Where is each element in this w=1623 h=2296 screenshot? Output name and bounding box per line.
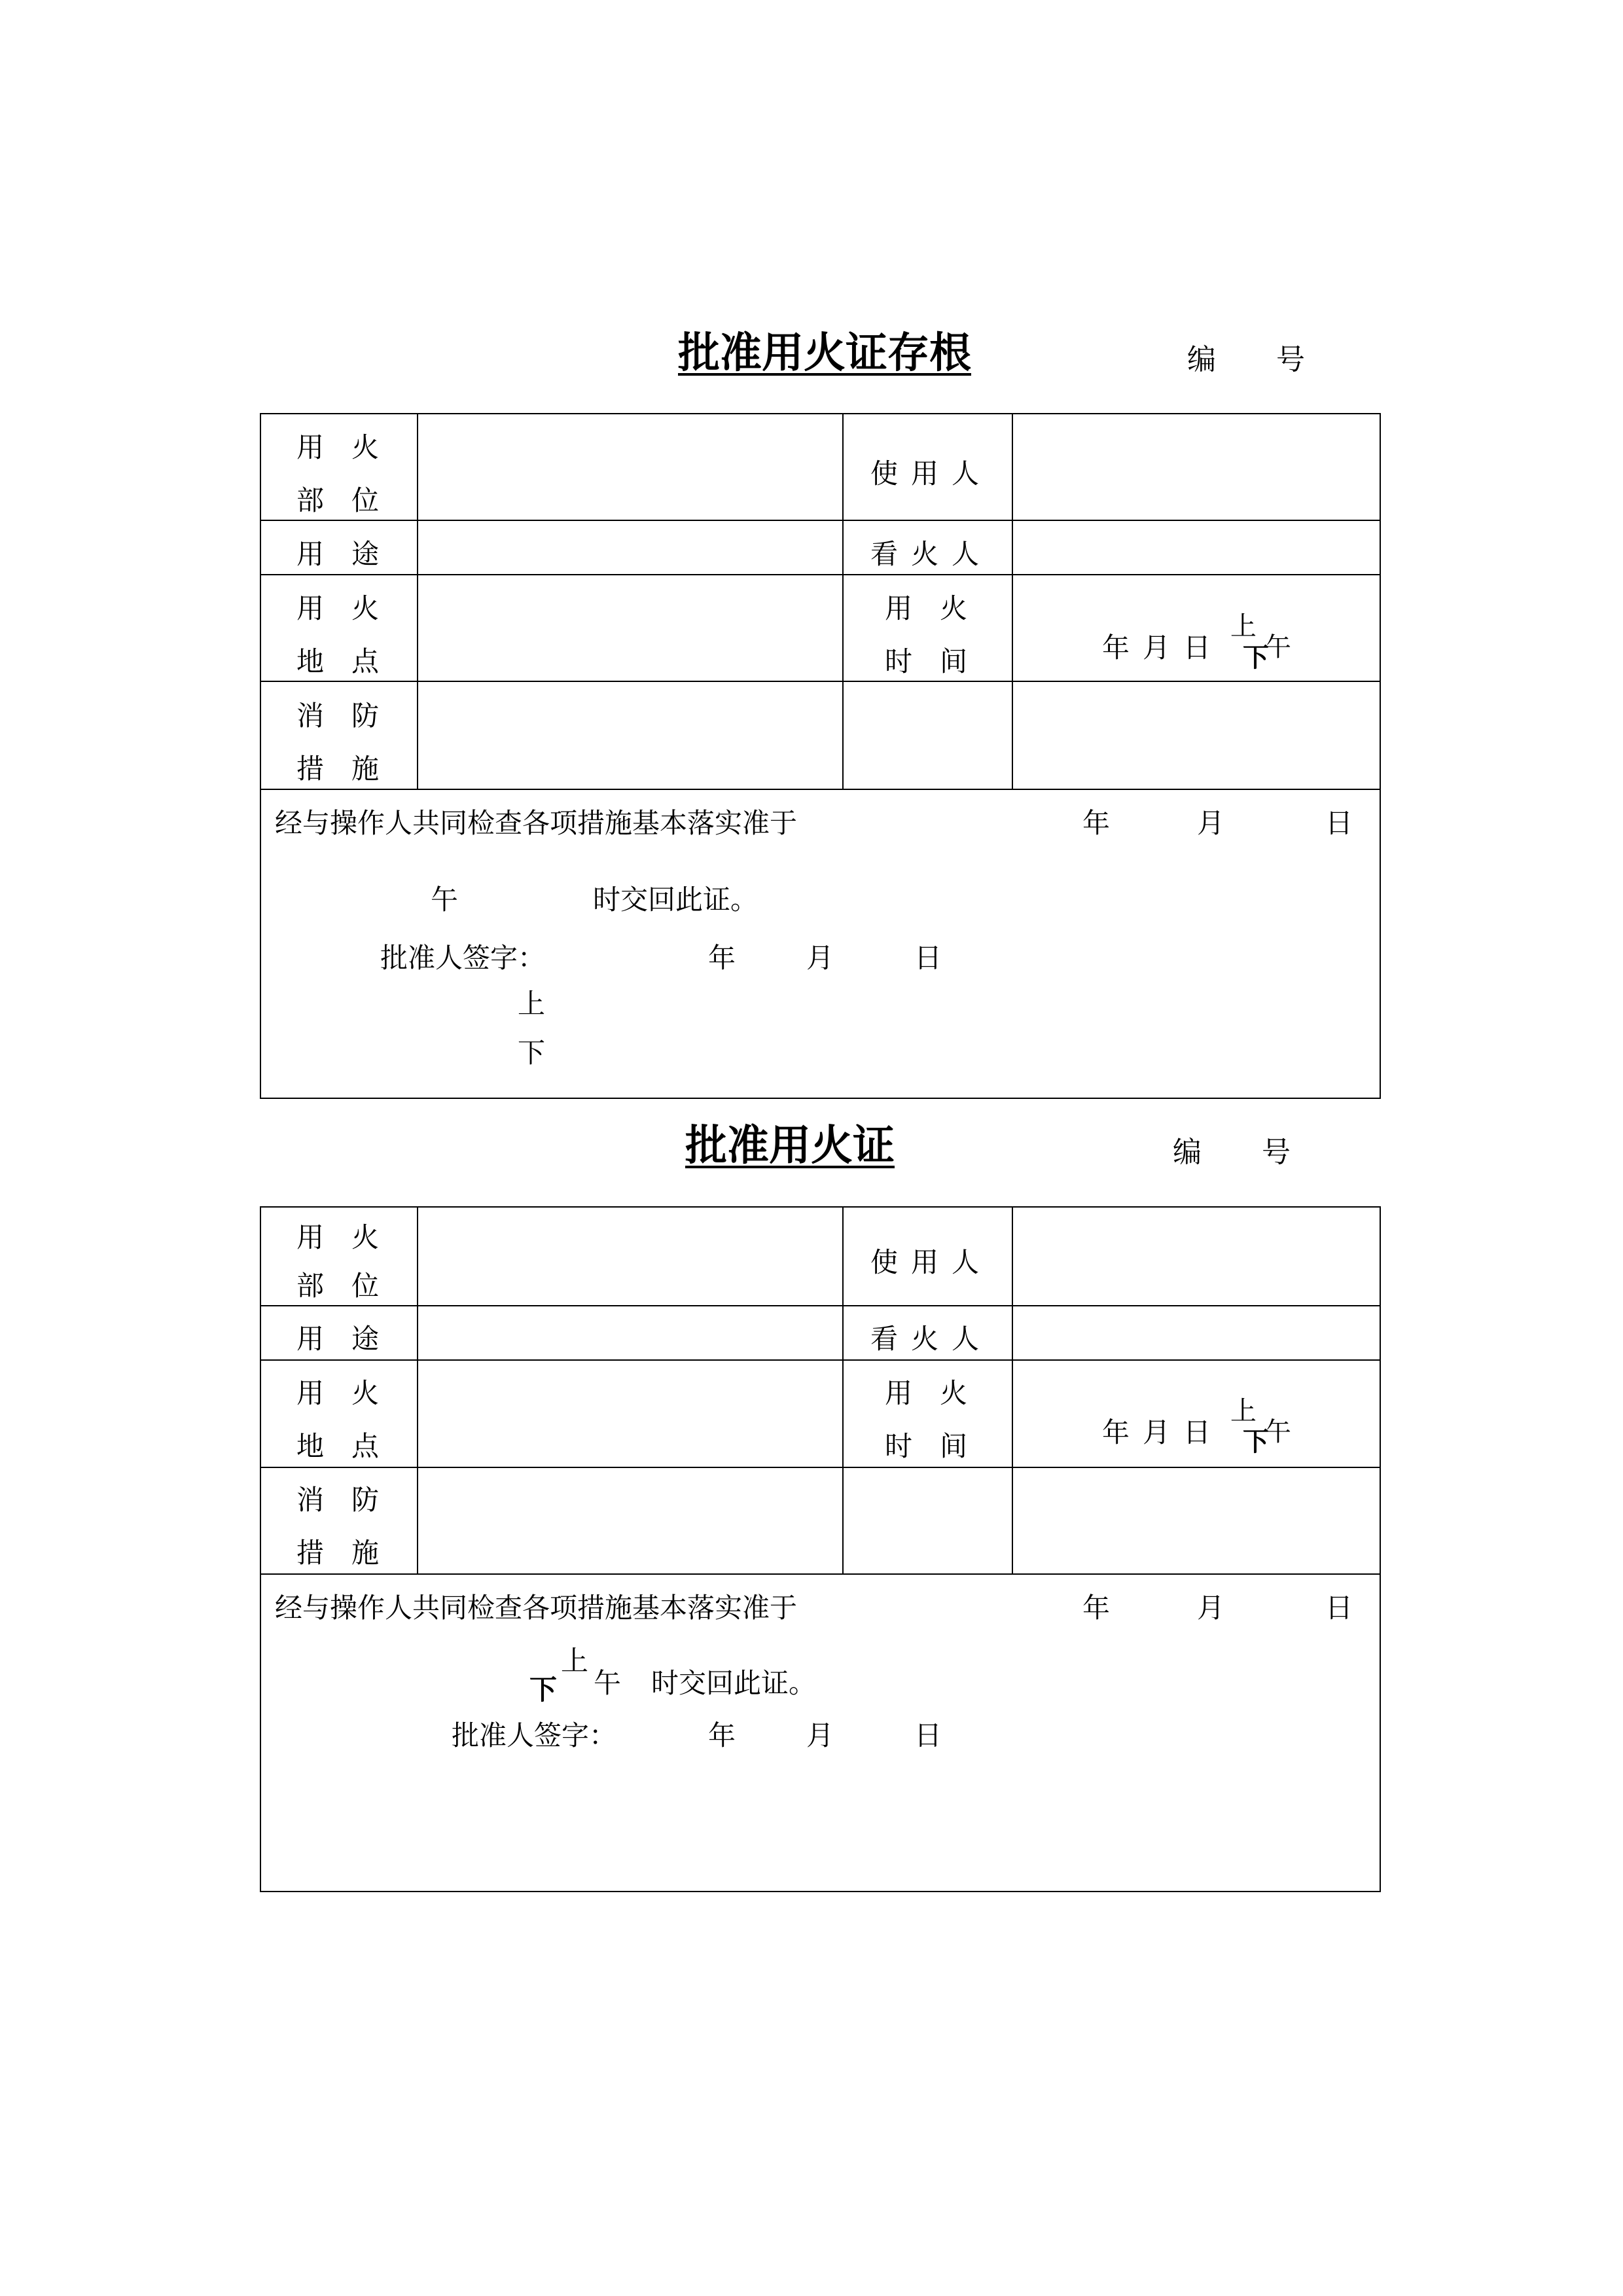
main-fire-location-label-1: 用火 xyxy=(296,1221,407,1253)
main-col-divider xyxy=(1012,1206,1013,1574)
main-fire-time-label-2: 时间 xyxy=(885,1430,995,1462)
stub-statement-day: 日 xyxy=(1325,807,1353,839)
main-fire-site-label-2: 地点 xyxy=(296,1430,407,1462)
main-fire-time-ymd: 年月日 xyxy=(1102,1416,1224,1448)
main-statement: 经与操作人共同检查各项措施基本落实准于 xyxy=(275,1592,798,1624)
stub-col-divider xyxy=(417,413,418,789)
main-purpose-input[interactable] xyxy=(419,1307,842,1359)
main-statement-year: 年 xyxy=(1082,1592,1111,1624)
stub-safety-label-2: 措施 xyxy=(296,753,407,785)
stub-row-divider xyxy=(260,520,1381,521)
stub-noon: 午 xyxy=(431,884,459,916)
main-return-text: 时交回此证。 xyxy=(651,1667,817,1699)
stub-user-input[interactable] xyxy=(1014,414,1379,519)
main-noon: 午 xyxy=(594,1667,622,1699)
stub-fire-site-label-2: 地点 xyxy=(296,645,407,677)
stub-fire-site-input[interactable] xyxy=(419,576,842,680)
main-am: 上 xyxy=(561,1645,589,1677)
stub-approver-label: 批准人签字： xyxy=(380,942,546,974)
stub-fire-location-label-2: 部位 xyxy=(296,484,407,516)
main-user-input[interactable] xyxy=(1014,1208,1379,1304)
main-safety-label-1: 消防 xyxy=(296,1484,407,1516)
main-fire-site-input[interactable] xyxy=(419,1361,842,1466)
stub-title: 批准用火证存根 xyxy=(678,329,971,378)
stub-safety-input[interactable] xyxy=(419,683,842,788)
main-approver-month: 月 xyxy=(806,1719,834,1751)
main-col-divider xyxy=(842,1206,844,1574)
stub-watcher-input[interactable] xyxy=(1014,522,1379,573)
main-row-divider xyxy=(260,1305,1381,1306)
stub-fire-location-label-1: 用火 xyxy=(296,431,407,463)
stub-fire-time-ymd: 年月日 xyxy=(1102,632,1224,664)
stub-user-label: 使用人 xyxy=(870,457,993,490)
main-fire-time-noon: 午 xyxy=(1265,1417,1291,1447)
main-approver-year: 年 xyxy=(708,1719,736,1751)
main-row-divider xyxy=(260,1467,1381,1468)
stub-pm: 下 xyxy=(518,1037,546,1069)
main-user-label: 使用人 xyxy=(870,1246,993,1278)
main-statement-day: 日 xyxy=(1325,1592,1353,1624)
main-safety-label-2: 措施 xyxy=(296,1537,407,1569)
stub-approver-year: 年 xyxy=(708,942,736,974)
stub-fire-time-noon: 午 xyxy=(1265,632,1291,662)
stub-fire-location-input[interactable] xyxy=(419,414,842,519)
main-pm: 下 xyxy=(529,1674,558,1706)
stub-safety-label-1: 消防 xyxy=(296,700,407,732)
stub-purpose-input[interactable] xyxy=(419,522,842,573)
main-serial-label: 编号 xyxy=(1173,1136,1351,1169)
stub-row-divider xyxy=(260,789,1381,790)
stub-row-divider xyxy=(260,681,1381,682)
main-title: 批准用火证 xyxy=(685,1121,895,1170)
main-fire-time-pm: 下 xyxy=(1243,1427,1269,1457)
main-approver-label: 批准人签字： xyxy=(452,1719,617,1751)
main-safety-input[interactable] xyxy=(419,1469,842,1573)
stub-statement: 经与操作人共同检查各项措施基本落实准于 xyxy=(275,807,798,839)
stub-purpose-label: 用途 xyxy=(296,538,407,570)
stub-approver-day: 日 xyxy=(914,942,942,974)
stub-fire-time-label-1: 用火 xyxy=(885,592,995,624)
main-watcher-input[interactable] xyxy=(1014,1307,1379,1359)
stub-col-divider xyxy=(842,413,844,789)
stub-serial-label: 编号 xyxy=(1187,343,1365,376)
stub-approver-month: 月 xyxy=(806,942,834,974)
main-statement-month: 月 xyxy=(1197,1592,1225,1624)
main-purpose-label: 用途 xyxy=(296,1323,407,1355)
main-row-divider xyxy=(260,1359,1381,1361)
stub-statement-month: 月 xyxy=(1197,807,1225,839)
main-fire-time-label-1: 用火 xyxy=(885,1377,995,1409)
stub-row-divider xyxy=(260,574,1381,575)
stub-fire-site-label-1: 用火 xyxy=(296,592,407,624)
main-fire-site-label-1: 用火 xyxy=(296,1377,407,1409)
stub-statement-year: 年 xyxy=(1082,807,1111,839)
main-col-divider xyxy=(417,1206,418,1574)
stub-fire-time-am: 上 xyxy=(1230,611,1257,641)
stub-fire-time-pm: 下 xyxy=(1243,643,1269,673)
main-fire-time-am: 上 xyxy=(1230,1396,1257,1426)
stub-return-text: 时交回此证。 xyxy=(593,884,758,916)
stub-watcher-label: 看火人 xyxy=(870,538,993,570)
stub-fire-time-label-2: 时间 xyxy=(885,645,995,677)
main-watcher-label: 看火人 xyxy=(870,1323,993,1355)
main-approver-day: 日 xyxy=(914,1719,942,1751)
main-fire-location-input[interactable] xyxy=(419,1208,842,1304)
stub-am: 上 xyxy=(518,988,546,1020)
main-row-divider xyxy=(260,1573,1381,1575)
main-fire-location-label-2: 部位 xyxy=(296,1270,407,1302)
stub-col-divider xyxy=(1012,413,1013,789)
